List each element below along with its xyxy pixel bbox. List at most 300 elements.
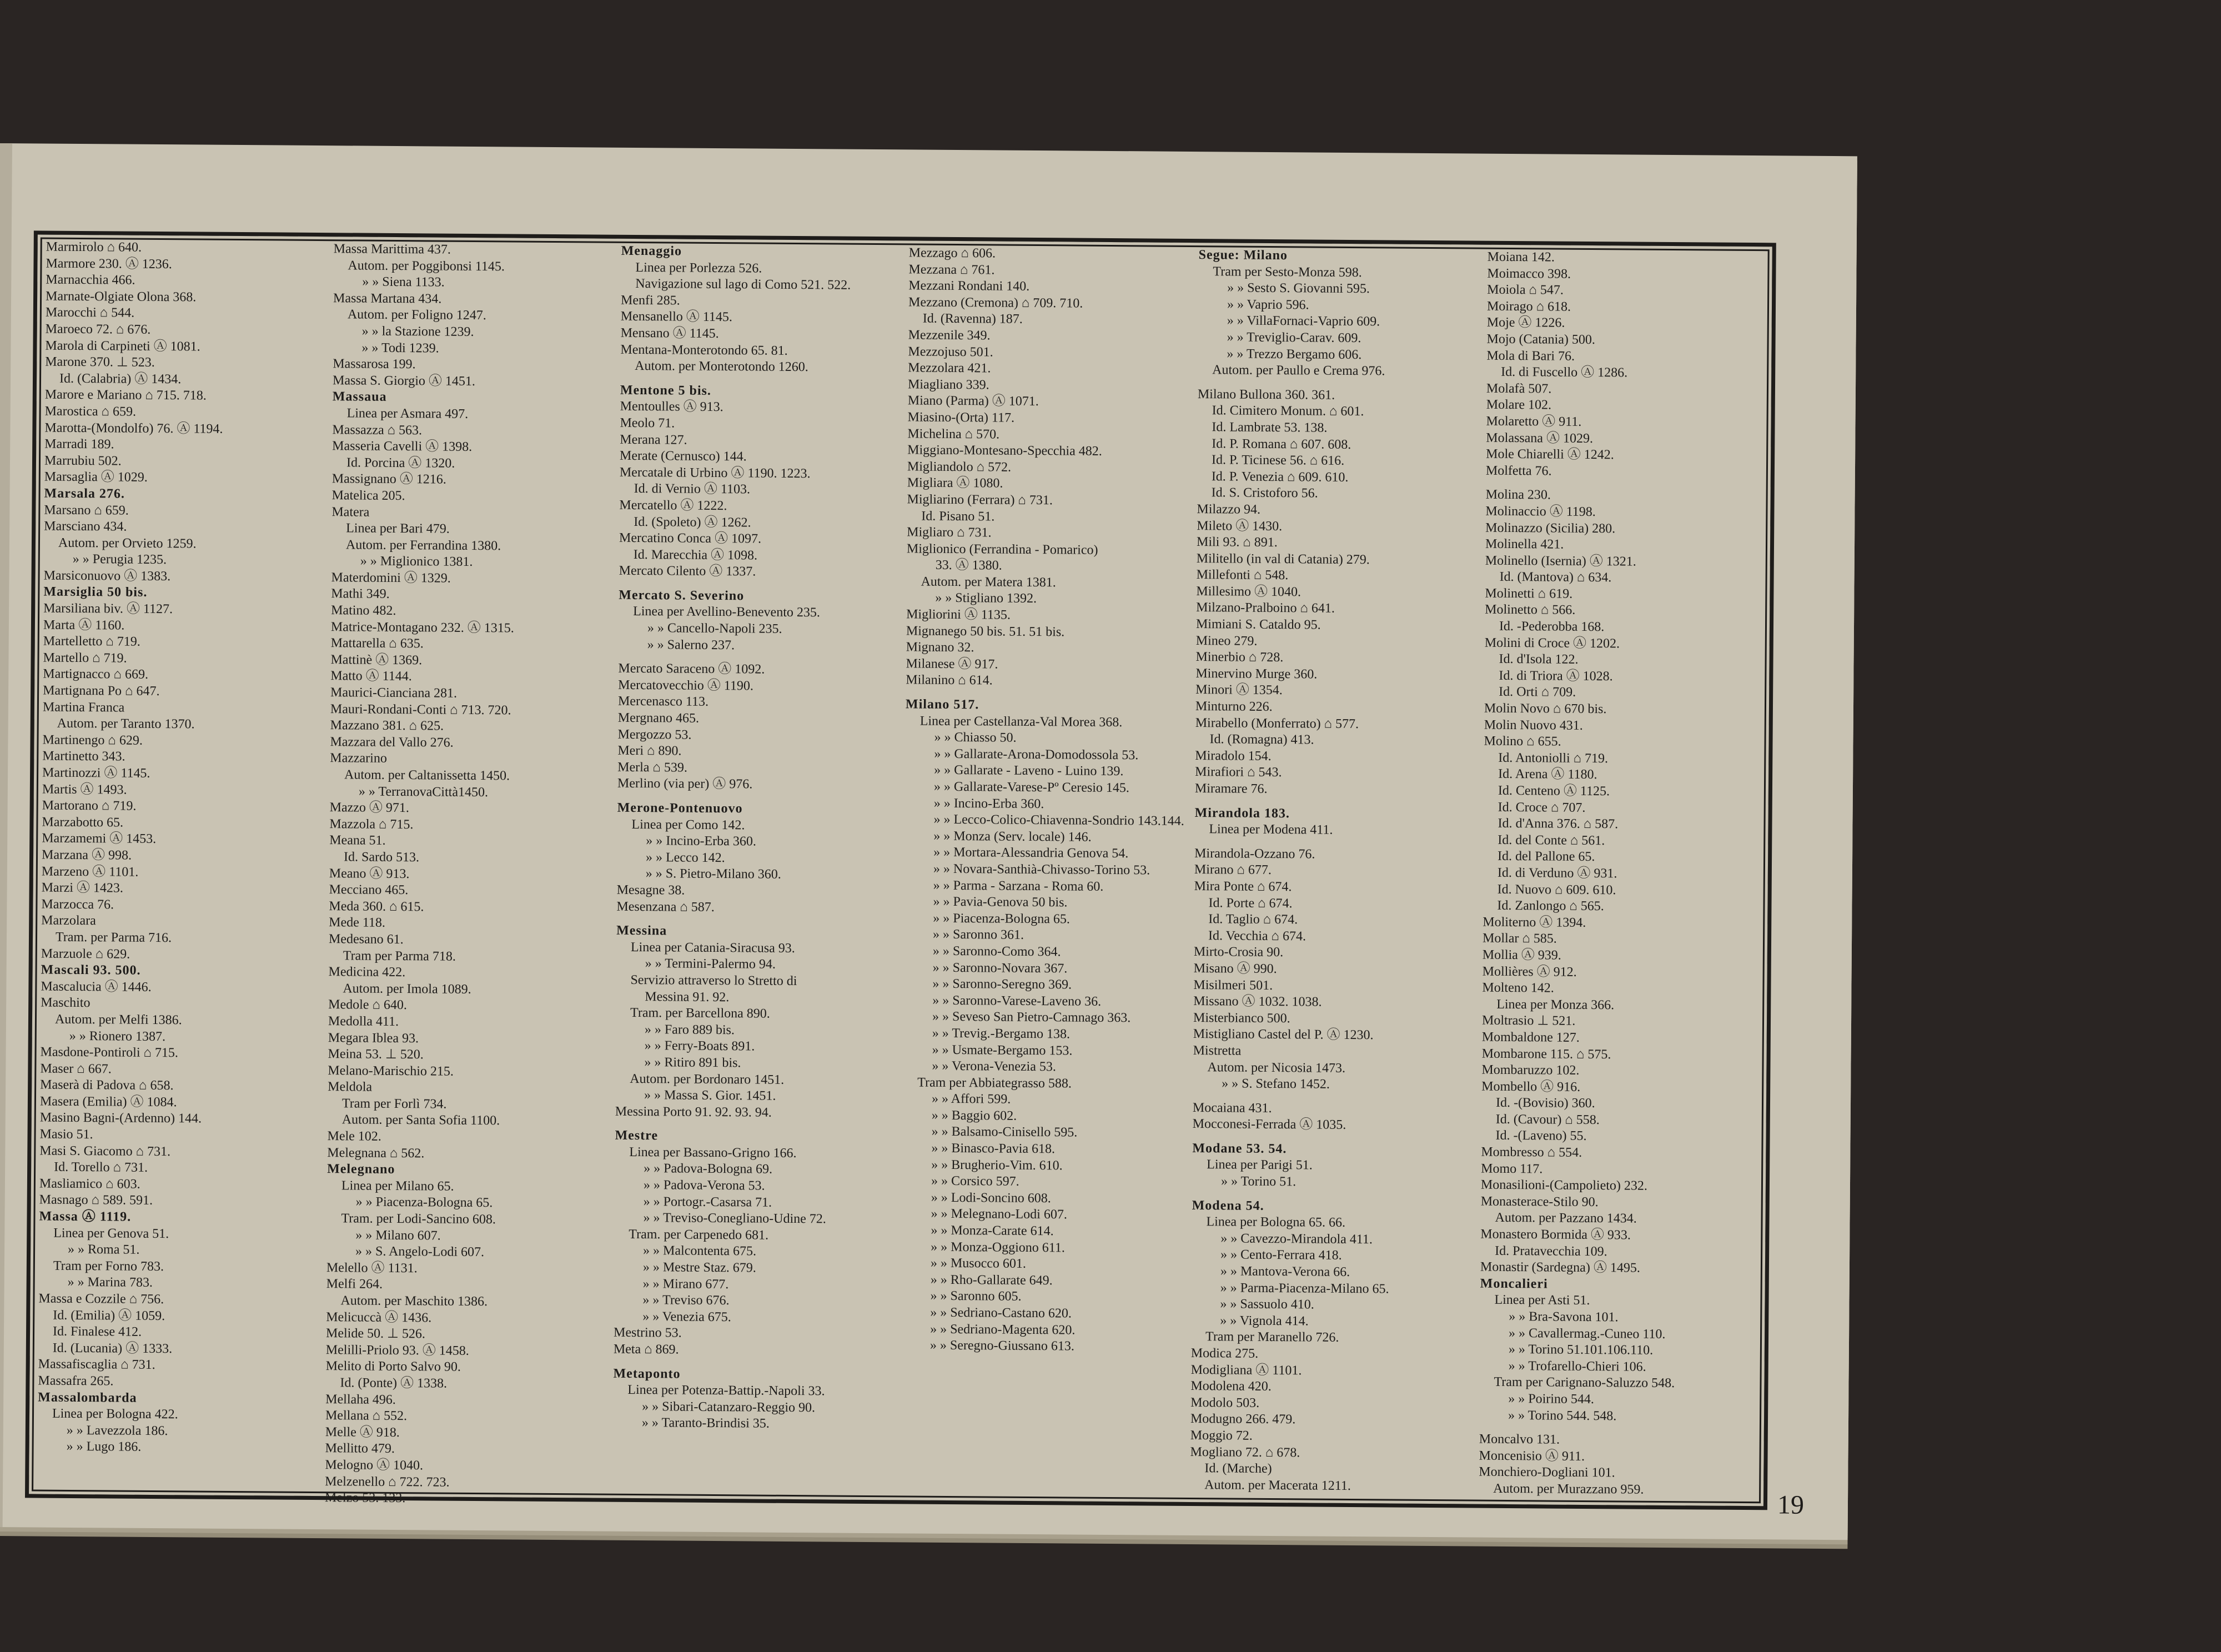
index-entry: Mombaruzzo 102. bbox=[1481, 1062, 1580, 1078]
index-entry: Masino Bagni-(Ardenno) 144. bbox=[39, 1111, 202, 1127]
index-entry: Mattinè Ⓐ 1369. bbox=[330, 652, 423, 668]
index-entry: » » Rho-Gallarate 649. bbox=[930, 1272, 1053, 1288]
index-entry: Massazza ⌂ 563. bbox=[332, 422, 423, 438]
index-entry: Medolla 411. bbox=[328, 1014, 399, 1029]
index-entry: Masseria Cavelli Ⓐ 1398. bbox=[332, 439, 473, 455]
index-entry: Mombaldone 127. bbox=[1481, 1030, 1580, 1045]
index-entry: Maser ⌂ 667. bbox=[40, 1061, 112, 1077]
index-entry: Melegnano bbox=[327, 1162, 395, 1177]
index-entry: Id. del Pallone 65. bbox=[1498, 849, 1595, 865]
index-entry: Mineo 279. bbox=[1195, 633, 1258, 649]
index-entry: » » Melegnano-Lodi 607. bbox=[931, 1207, 1067, 1222]
index-entry: Millefonti ⌂ 548. bbox=[1196, 568, 1289, 583]
index-entry: » » Poirino 544. bbox=[1508, 1391, 1595, 1407]
index-entry: Autom. per Macerata 1211. bbox=[1204, 1477, 1351, 1493]
index-entry: » » Sibari-Catanzaro-Reggio 90. bbox=[642, 1399, 816, 1415]
index-entry: » » S. Pietro-Milano 360. bbox=[645, 866, 781, 882]
index-entry: Milanese Ⓐ 917. bbox=[906, 656, 998, 672]
index-entry: Tram per Maranello 726. bbox=[1205, 1329, 1339, 1345]
index-entry: » » Cavezzo-Mirandola 411. bbox=[1220, 1231, 1373, 1247]
index-entry: Mercatino Conca Ⓐ 1097. bbox=[619, 530, 762, 546]
index-entry: » » VillaFornaci-Vaprio 609. bbox=[1227, 313, 1380, 329]
index-entry: Marostica ⌂ 659. bbox=[44, 404, 137, 419]
index-entry: » » Incino-Erba 360. bbox=[646, 833, 756, 849]
index-entry: Mezzojuso 501. bbox=[908, 344, 993, 360]
index-entry: Molafà 507. bbox=[1486, 381, 1552, 396]
index-entry: » » Stigliano 1392. bbox=[935, 591, 1037, 606]
index-entry: » » Seregno-Giussano 613. bbox=[929, 1338, 1074, 1354]
index-column-2 bbox=[324, 241, 616, 1506]
index-entry: » » Cento-Ferrara 418. bbox=[1220, 1247, 1342, 1263]
index-entry: Marone 370. ⊥ 523. bbox=[45, 354, 155, 370]
index-entry: Marzamemi Ⓐ 1453. bbox=[42, 831, 157, 847]
index-entry: Massa Martana 434. bbox=[333, 290, 442, 307]
index-entry: » » Saronno-Novara 367. bbox=[932, 960, 1068, 976]
index-entry: Mesenzana ⌂ 587. bbox=[616, 899, 715, 915]
index-entry: » » Mestre Staz. 679. bbox=[642, 1260, 756, 1276]
index-entry: Mole Chiarelli Ⓐ 1242. bbox=[1486, 446, 1614, 463]
index-entry: » » Torino 51.101.106.110. bbox=[1508, 1342, 1654, 1358]
index-entry: Id. P. Romana ⌂ 607. 608. bbox=[1212, 436, 1351, 452]
index-entry: Mira Ponte ⌂ 674. bbox=[1194, 879, 1292, 895]
index-entry: Id. Porte ⌂ 674. bbox=[1208, 895, 1293, 911]
index-entry: Autom. per Nicosia 1473. bbox=[1207, 1060, 1346, 1076]
index-entry: Melzenello ⌂ 722. 723. bbox=[325, 1474, 450, 1490]
index-entry: Linea per Porlezza 526. bbox=[635, 260, 762, 276]
index-entry: Mezzani Rondani 140. bbox=[908, 278, 1030, 294]
index-entry: Mogliano 72. ⌂ 678. bbox=[1190, 1444, 1300, 1460]
index-entry: Id. di Fuscello Ⓐ 1286. bbox=[1501, 365, 1628, 380]
index-entry: Linea per Asmara 497. bbox=[346, 406, 469, 421]
index-entry: Monchiero-Dogliani 101. bbox=[1479, 1464, 1615, 1480]
index-entry: Migliara Ⓐ 1080. bbox=[907, 475, 1003, 491]
index-entry: Matto Ⓐ 1144. bbox=[330, 669, 412, 684]
index-entry: » » Piacenza-Bologna 65. bbox=[355, 1194, 493, 1211]
index-entry: Linea per Potenza-Battip.-Napoli 33. bbox=[627, 1383, 825, 1399]
index-entry: Modica 275. bbox=[1190, 1346, 1259, 1361]
index-entry: Maschito bbox=[41, 995, 91, 1011]
index-entry: Molare 102. bbox=[1486, 398, 1552, 413]
index-entry: Mombresso ⌂ 554. bbox=[1481, 1144, 1582, 1160]
index-entry: Mathi 349. bbox=[331, 586, 390, 602]
index-entry: » » Baggio 602. bbox=[931, 1108, 1017, 1123]
index-entry: » » Binasco-Pavia 618. bbox=[931, 1141, 1056, 1157]
index-entry: Monasterace-Stilo 90. bbox=[1480, 1194, 1599, 1209]
index-entry: Id. di Verduno Ⓐ 931. bbox=[1497, 865, 1617, 881]
index-entry: Id. (Mantova) ⌂ 634. bbox=[1499, 570, 1612, 585]
index-entry: » » Trevig.-Bergamo 138. bbox=[932, 1026, 1071, 1042]
index-entry: Moiola ⌂ 547. bbox=[1487, 282, 1564, 298]
index-entry: Massaua bbox=[332, 389, 387, 405]
index-entry: Molin Novo ⌂ 670 bis. bbox=[1484, 701, 1607, 717]
index-entry: » » Malcontenta 675. bbox=[643, 1243, 757, 1259]
index-entry: Misano Ⓐ 990. bbox=[1193, 961, 1277, 977]
index-entry: » » Mortara-Alessandria Genova 54. bbox=[933, 845, 1129, 861]
index-entry: Mazzo Ⓐ 971. bbox=[329, 800, 410, 816]
index-entry: Medole ⌂ 640. bbox=[328, 997, 407, 1013]
index-entry: Megara Iblea 93. bbox=[328, 1030, 419, 1046]
index-entry: Id. -(Bovisio) 360. bbox=[1495, 1096, 1595, 1111]
index-entry: Id. Lambrate 53. 138. bbox=[1212, 420, 1328, 435]
index-entry: Mellitto 479. bbox=[325, 1441, 395, 1457]
index-entry: » » Taranto-Brindisi 35. bbox=[641, 1415, 770, 1432]
page-edge bbox=[0, 143, 12, 1527]
index-entry: Mezzenile 349. bbox=[908, 328, 991, 343]
index-entry: Marsiglia 50 bis. bbox=[43, 585, 148, 600]
index-entry: Tram. per Parma 716. bbox=[55, 930, 172, 946]
index-entry: Mele 102. bbox=[327, 1129, 381, 1144]
index-entry: Linea per Milano 65. bbox=[341, 1178, 454, 1194]
index-entry: Matino 482. bbox=[331, 603, 396, 619]
index-entry: Id. Taglio ⌂ 674. bbox=[1208, 912, 1298, 927]
index-entry: Autom. per Ferrandina 1380. bbox=[345, 538, 501, 554]
index-entry: Mojo (Catania) 500. bbox=[1486, 332, 1595, 348]
index-entry: Id. (Spoleto) Ⓐ 1262. bbox=[634, 514, 751, 530]
index-entry: Martorano ⌂ 719. bbox=[42, 798, 137, 814]
index-entry: Mezzolara 421. bbox=[908, 360, 991, 376]
index-entry: Marsiconuovo Ⓐ 1383. bbox=[43, 568, 171, 584]
index-entry: Autom. per Bordonaro 1451. bbox=[630, 1071, 785, 1087]
index-entry: Marzuole ⌂ 629. bbox=[41, 946, 130, 962]
index-entry: Tram. per Lodi-Sancino 608. bbox=[341, 1211, 496, 1227]
index-entry: Miglionico (Ferrandina - Pomarico) bbox=[906, 541, 1098, 558]
index-entry: » » Padova-Verona 53. bbox=[643, 1178, 765, 1193]
index-entry: Linea per Genova 51. bbox=[53, 1226, 169, 1241]
index-entry: Id. di Triora Ⓐ 1028. bbox=[1499, 668, 1613, 684]
index-entry: Molino ⌂ 655. bbox=[1484, 734, 1561, 749]
index-entry: Moimacco 398. bbox=[1487, 266, 1571, 282]
index-entry: Mazzara del Vallo 276. bbox=[330, 734, 454, 750]
index-entry: Id. Sardo 513. bbox=[343, 850, 420, 865]
index-entry: Mola di Bari 76. bbox=[1486, 348, 1575, 364]
index-entry: Meolo 71. bbox=[620, 415, 675, 431]
index-entry: Misilmeri 501. bbox=[1193, 977, 1273, 993]
index-entry: » » Lodi-Soncino 608. bbox=[931, 1190, 1051, 1206]
index-entry: Mombello Ⓐ 916. bbox=[1481, 1079, 1581, 1094]
index-entry: » » Saronno 361. bbox=[933, 927, 1024, 943]
index-entry: Tram per Sesto-Monza 598. bbox=[1213, 264, 1362, 280]
index-entry: Moltrasio ⊥ 521. bbox=[1481, 1013, 1576, 1029]
index-entry: Massalombarda bbox=[38, 1390, 137, 1405]
index-entry: Menaggio bbox=[621, 243, 682, 259]
index-entry: Molinella 421. bbox=[1485, 536, 1564, 552]
index-entry: Mimiani S. Cataldo 95. bbox=[1195, 617, 1321, 632]
index-entry: Mombarone 115. ⌂ 575. bbox=[1481, 1046, 1611, 1062]
index-entry: » » Mantova-Verona 66. bbox=[1220, 1264, 1350, 1280]
index-entry: Martinozzi Ⓐ 1145. bbox=[42, 765, 150, 781]
index-entry: Id. Finalese 412. bbox=[52, 1324, 142, 1340]
index-entry: Mignano 32. bbox=[906, 640, 974, 655]
index-entry: » » Massa S. Gior. 1451. bbox=[644, 1088, 776, 1103]
index-entry: Merone-Pontenuovo bbox=[617, 800, 743, 816]
index-entry: Molfetta 76. bbox=[1485, 463, 1552, 479]
index-entry: Migliorini Ⓐ 1135. bbox=[906, 607, 1011, 622]
index-entry: » » Usmate-Bergamo 153. bbox=[932, 1042, 1073, 1058]
index-entry: » » Milano 607. bbox=[355, 1228, 441, 1243]
index-entry: Tram per Parma 718. bbox=[343, 948, 456, 964]
index-entry: Marsano ⌂ 659. bbox=[44, 503, 129, 518]
index-entry: Mirandola 183. bbox=[1194, 805, 1290, 821]
index-entry: » » Roma 51. bbox=[68, 1242, 140, 1258]
index-entry: Linea per Bari 479. bbox=[346, 521, 450, 536]
index-entry: Mecciano 465. bbox=[329, 882, 409, 898]
index-entry: Marsaglia Ⓐ 1029. bbox=[44, 469, 148, 485]
index-entry: Id. Cimitero Monum. ⌂ 601. bbox=[1212, 403, 1364, 419]
index-entry: Masnago ⌂ 589. 591. bbox=[39, 1192, 153, 1208]
index-entry: Masera (Emilia) Ⓐ 1084. bbox=[39, 1094, 177, 1110]
index-entry: Marzana Ⓐ 998. bbox=[41, 847, 132, 863]
index-entry: Mili 93. ⌂ 891. bbox=[1196, 535, 1278, 550]
index-entry: » » Saronno-Seregno 369. bbox=[932, 976, 1072, 992]
index-entry: Molinetti ⌂ 619. bbox=[1485, 586, 1573, 601]
index-entry: Maroeco 72. ⌂ 676. bbox=[45, 322, 151, 337]
index-entry: » » Balsamo-Cinisello 595. bbox=[931, 1124, 1078, 1141]
index-entry: » » Marina 783. bbox=[67, 1275, 153, 1291]
index-entry: Milano 517. bbox=[905, 697, 979, 712]
index-entry: Id. Marecchia Ⓐ 1098. bbox=[633, 547, 758, 563]
index-entry: Autom. per Santa Sofia 1100. bbox=[341, 1112, 500, 1128]
index-entry: Id. Arena Ⓐ 1180. bbox=[1498, 767, 1597, 782]
index-entry: Marsciano 434. bbox=[44, 519, 127, 534]
index-entry: » » Mirano 677. bbox=[642, 1276, 729, 1292]
index-entry: Medesano 61. bbox=[328, 932, 404, 947]
index-entry: Monastero Bormida Ⓐ 933. bbox=[1480, 1227, 1631, 1243]
index-entry: Autom. per Poggibonsi 1145. bbox=[348, 258, 505, 274]
index-entry: » » Treviso 676. bbox=[642, 1293, 730, 1308]
index-entry: Miasino-(Orta) 117. bbox=[907, 410, 1015, 425]
index-entry: Id. Vecchia ⌂ 674. bbox=[1208, 928, 1307, 944]
index-entry: Mergnano 465. bbox=[617, 710, 700, 726]
index-entry: » » Padova-Bologna 69. bbox=[644, 1161, 773, 1177]
index-entry: Monasilioni-(Campolieto) 232. bbox=[1480, 1177, 1648, 1194]
index-entry: Marsala 276. bbox=[44, 486, 125, 501]
index-entry: Id. Centeno Ⓐ 1125. bbox=[1498, 783, 1610, 799]
index-entry: Modolena 420. bbox=[1190, 1379, 1272, 1394]
index-entry: Metaponto bbox=[613, 1366, 681, 1382]
index-entry: Medicina 422. bbox=[328, 965, 406, 980]
index-entry: Meta ⌂ 869. bbox=[613, 1342, 679, 1357]
index-entry: Autom. per Paullo e Crema 976. bbox=[1212, 363, 1385, 379]
index-entry: » » Musocco 601. bbox=[930, 1256, 1027, 1272]
index-entry: Matera bbox=[331, 504, 370, 520]
index-entry: Marmirolo ⌂ 640. bbox=[46, 239, 142, 255]
index-entry: » » Verona-Venezia 53. bbox=[932, 1058, 1057, 1074]
index-entry: Modugno 266. 479. bbox=[1190, 1412, 1296, 1427]
index-entry: » » Sassuolo 410. bbox=[1220, 1297, 1314, 1312]
index-column-4 bbox=[900, 245, 1191, 1490]
index-entry: Marrubiu 502. bbox=[44, 453, 122, 469]
timetable-page bbox=[0, 143, 1857, 1540]
index-entry: Molin Nuovo 431. bbox=[1484, 717, 1583, 733]
index-entry: » » Torino 51. bbox=[1220, 1174, 1297, 1189]
index-entry: Autom. per Matera 1381. bbox=[921, 574, 1056, 590]
index-entry: Massa Marittima 437. bbox=[333, 242, 451, 257]
index-entry: Massa S. Giorgio Ⓐ 1451. bbox=[332, 373, 476, 389]
index-entry: Id. (Lucania) Ⓐ 1333. bbox=[52, 1340, 173, 1356]
index-entry: » » Monza-Carate 614. bbox=[931, 1223, 1054, 1239]
index-entry: » » Ritiro 891 bis. bbox=[644, 1055, 741, 1071]
index-entry: » » Trofarello-Chieri 106. bbox=[1508, 1358, 1646, 1374]
index-entry: Id. (Ravenna) 187. bbox=[922, 311, 1023, 327]
index-entry: Tram per Carignano-Saluzzo 548. bbox=[1494, 1375, 1675, 1391]
index-entry: » » Seveso San Pietro-Camnago 363. bbox=[932, 1010, 1131, 1026]
index-entry: Tram per Abbiategrasso 588. bbox=[917, 1075, 1072, 1091]
index-entry: Id. -(Laveno) 55. bbox=[1495, 1128, 1587, 1144]
index-entry: Id. Nuovo ⌂ 609. 610. bbox=[1497, 882, 1616, 897]
index-entry: » » Sedriano-Magenta 620. bbox=[930, 1322, 1076, 1338]
index-entry: Messina bbox=[616, 923, 667, 938]
index-entry: Autom. per Monterotondo 1260. bbox=[635, 359, 808, 375]
index-entry: Mentone 5 bis. bbox=[620, 383, 712, 398]
index-entry: Moncalieri bbox=[1480, 1276, 1548, 1292]
index-entry: » » Affori 599. bbox=[931, 1092, 1011, 1107]
index-entry: Molassana Ⓐ 1029. bbox=[1486, 430, 1594, 446]
index-entry: Autom. per Orvieto 1259. bbox=[58, 535, 197, 551]
index-entry: Mensanello Ⓐ 1145. bbox=[620, 309, 733, 325]
index-entry: Massignano Ⓐ 1216. bbox=[331, 471, 446, 487]
index-entry: Linea per Bologna 65. 66. bbox=[1206, 1214, 1346, 1231]
index-entry: Molinello (Isernia) Ⓐ 1321. bbox=[1485, 553, 1636, 569]
index-entry: Miramare 76. bbox=[1194, 781, 1268, 796]
index-entry: Marola di Carpineti Ⓐ 1081. bbox=[45, 338, 200, 354]
index-column-6 bbox=[1479, 249, 1770, 1495]
index-entry: » » S. Stefano 1452. bbox=[1222, 1076, 1330, 1092]
index-entry: Materdomini Ⓐ 1329. bbox=[331, 570, 451, 586]
index-entry: Melzo 53. 133. bbox=[324, 1490, 406, 1506]
index-entry: Mergozzo 53. bbox=[617, 727, 692, 742]
index-entry: » » Sedriano-Castano 620. bbox=[930, 1305, 1072, 1321]
index-entry: Mignanego 50 bis. 51. 51 bis. bbox=[906, 624, 1065, 640]
index-entry: Meina 53. ⊥ 520. bbox=[328, 1047, 424, 1062]
index-entry: Merlino (via per) Ⓐ 976. bbox=[617, 776, 753, 792]
index-entry: Martelletto ⌂ 719. bbox=[43, 634, 140, 650]
index-entry: Marnate-Olgiate Olona 368. bbox=[45, 289, 197, 305]
index-entry: Melello Ⓐ 1131. bbox=[326, 1260, 418, 1276]
index-entry: Martis Ⓐ 1493. bbox=[42, 782, 127, 797]
index-entry: Id. del Conte ⌂ 561. bbox=[1498, 832, 1605, 848]
index-entry: » » Miglionico 1381. bbox=[360, 554, 473, 570]
index-entry: Autom. per Taranto 1370. bbox=[57, 716, 195, 732]
index-entry: Molina 230. bbox=[1485, 488, 1551, 503]
index-entry: Merla ⌂ 539. bbox=[617, 760, 687, 775]
index-entry: Id. Zanlongo ⌂ 565. bbox=[1497, 898, 1604, 914]
index-entry: » » Lugo 186. bbox=[66, 1439, 142, 1455]
index-entry: Id. P. Ticinese 56. ⌂ 616. bbox=[1211, 453, 1345, 469]
index-column-3 bbox=[612, 243, 903, 1489]
index-entry: Migliaro ⌂ 731. bbox=[907, 525, 992, 540]
index-entry: Matelica 205. bbox=[331, 488, 405, 504]
index-entry: 33. Ⓐ 1380. bbox=[935, 558, 1002, 573]
index-entry: » » Gallarate-Arona-Domodossola 53. bbox=[934, 746, 1139, 763]
index-entry: Moncalvo 131. bbox=[1479, 1432, 1560, 1447]
index-entry: » » TerranovaCittà1450. bbox=[358, 784, 489, 800]
index-entry: Mocaiana 431. bbox=[1192, 1100, 1272, 1116]
index-entry: Melicuccà Ⓐ 1436. bbox=[326, 1309, 432, 1325]
index-entry: Marzolara bbox=[41, 913, 96, 928]
index-entry: Moggio 72. bbox=[1190, 1428, 1253, 1443]
index-entry: Moncenisio Ⓐ 911. bbox=[1479, 1448, 1585, 1464]
index-entry: Martignana Po ⌂ 647. bbox=[43, 683, 160, 699]
index-entry: Marzi Ⓐ 1423. bbox=[41, 880, 124, 896]
index-entry: Meldola bbox=[328, 1079, 373, 1095]
index-entry: Moirago ⌂ 618. bbox=[1486, 299, 1571, 314]
index-entry: Servizio attraverso lo Stretto di bbox=[630, 972, 797, 988]
index-entry: Millesimo Ⓐ 1040. bbox=[1196, 584, 1302, 600]
index-entry: » » Incino-Erba 360. bbox=[933, 796, 1044, 811]
index-entry: Tram per Forlì 734. bbox=[341, 1096, 447, 1112]
index-entry: Migliarino (Ferrara) ⌂ 731. bbox=[907, 492, 1053, 508]
index-entry: Mercenasco 113. bbox=[617, 694, 709, 710]
index-entry: Mazzano 381. ⌂ 625. bbox=[330, 718, 444, 734]
index-entry: Mistigliano Castel del P. Ⓐ 1230. bbox=[1193, 1027, 1374, 1043]
index-entry: Mazzarino bbox=[330, 751, 387, 766]
index-entry: Id. (Romagna) 413. bbox=[1209, 732, 1314, 747]
index-entry: Mascali 93. 500. bbox=[41, 962, 141, 978]
index-entry: Mezzago ⌂ 606. bbox=[908, 245, 996, 261]
index-entry: Minervino Murge 360. bbox=[1195, 666, 1318, 682]
index-entry: Id. Pisano 51. bbox=[921, 509, 995, 524]
index-entry: » » Monza-Oggiono 611. bbox=[931, 1239, 1066, 1256]
index-entry: Meana 51. bbox=[329, 833, 386, 848]
index-entry: Masio 51. bbox=[39, 1127, 93, 1142]
index-entry: Id. S. Cristoforo 56. bbox=[1211, 485, 1318, 501]
index-entry: Mollar ⌂ 585. bbox=[1482, 931, 1557, 946]
index-entry: Id. (Marche) bbox=[1204, 1461, 1272, 1477]
index-entry: » » Saronno-Como 364. bbox=[932, 943, 1061, 960]
index-entry: Linea per Bassano-Grigno 166. bbox=[629, 1144, 797, 1161]
index-entry: Moiana 142. bbox=[1487, 249, 1555, 265]
index-entry: Tram. per Carpenedo 681. bbox=[629, 1227, 769, 1243]
index-entry: Mercato Saraceno Ⓐ 1092. bbox=[618, 661, 765, 677]
index-entry: Mesagne 38. bbox=[616, 882, 685, 898]
index-entry: » » Trezzo Bergamo 606. bbox=[1227, 346, 1362, 362]
index-entry: Molteno 142. bbox=[1482, 980, 1554, 996]
index-entry: Maurici-Cianciana 281. bbox=[330, 685, 458, 701]
index-entry: Miagliano 339. bbox=[907, 377, 989, 393]
index-entry: Linea per Monza 366. bbox=[1496, 997, 1615, 1013]
index-entry: Marzocca 76. bbox=[41, 897, 114, 912]
index-entry: Mileto Ⓐ 1430. bbox=[1197, 518, 1283, 534]
index-entry: » » Corsico 597. bbox=[931, 1174, 1019, 1189]
index-entry: Messina Porto 91. 92. 93. 94. bbox=[615, 1104, 772, 1120]
index-entry: Mercatovecchio Ⓐ 1190. bbox=[618, 677, 754, 694]
index-entry: Linea per Castellanza-Val Morea 368. bbox=[919, 714, 1123, 730]
index-entry: Linea per Bologna 422. bbox=[52, 1406, 178, 1422]
index-entry: Martignacco ⌂ 669. bbox=[43, 667, 149, 682]
index-entry: » » Todi 1239. bbox=[361, 340, 439, 356]
index-entry: » » Ferry-Boats 891. bbox=[644, 1038, 755, 1054]
index-entry: Molini di Croce Ⓐ 1202. bbox=[1484, 635, 1620, 651]
index-entry: Menfi 285. bbox=[620, 293, 680, 308]
index-entry: » » la Stazione 1239. bbox=[361, 324, 474, 339]
index-entry: Martinengo ⌂ 629. bbox=[42, 732, 143, 748]
index-entry: Mellana ⌂ 552. bbox=[325, 1408, 408, 1424]
index-entry: Mirto-Crosia 90. bbox=[1193, 945, 1284, 960]
index-entry: Maserà di Padova ⌂ 658. bbox=[40, 1077, 174, 1093]
index-entry: Milazzo 94. bbox=[1197, 501, 1261, 517]
index-entry: » » Parma - Sarzana - Roma 60. bbox=[933, 878, 1104, 894]
index-entry: Id. (Ponte) Ⓐ 1338. bbox=[340, 1375, 448, 1391]
index-entry: » » Lecco-Colico-Chiavenna-Sondrio 143.144. bbox=[933, 812, 1184, 829]
index-entry: » » Vignola 414. bbox=[1220, 1313, 1309, 1329]
index-entry: » » Novara-Santhià-Chivasso-Torino 53. bbox=[933, 861, 1150, 878]
index-entry: » » S. Angelo-Lodi 607. bbox=[355, 1244, 485, 1260]
index-entry: Mercatello Ⓐ 1222. bbox=[619, 498, 727, 514]
index-column-5 bbox=[1190, 247, 1481, 1493]
index-entry: » » Portogr.-Casarsa 71. bbox=[643, 1194, 772, 1210]
index-entry: Misterbianco 500. bbox=[1193, 1010, 1290, 1026]
index-entry: Mazzola ⌂ 715. bbox=[329, 816, 414, 832]
